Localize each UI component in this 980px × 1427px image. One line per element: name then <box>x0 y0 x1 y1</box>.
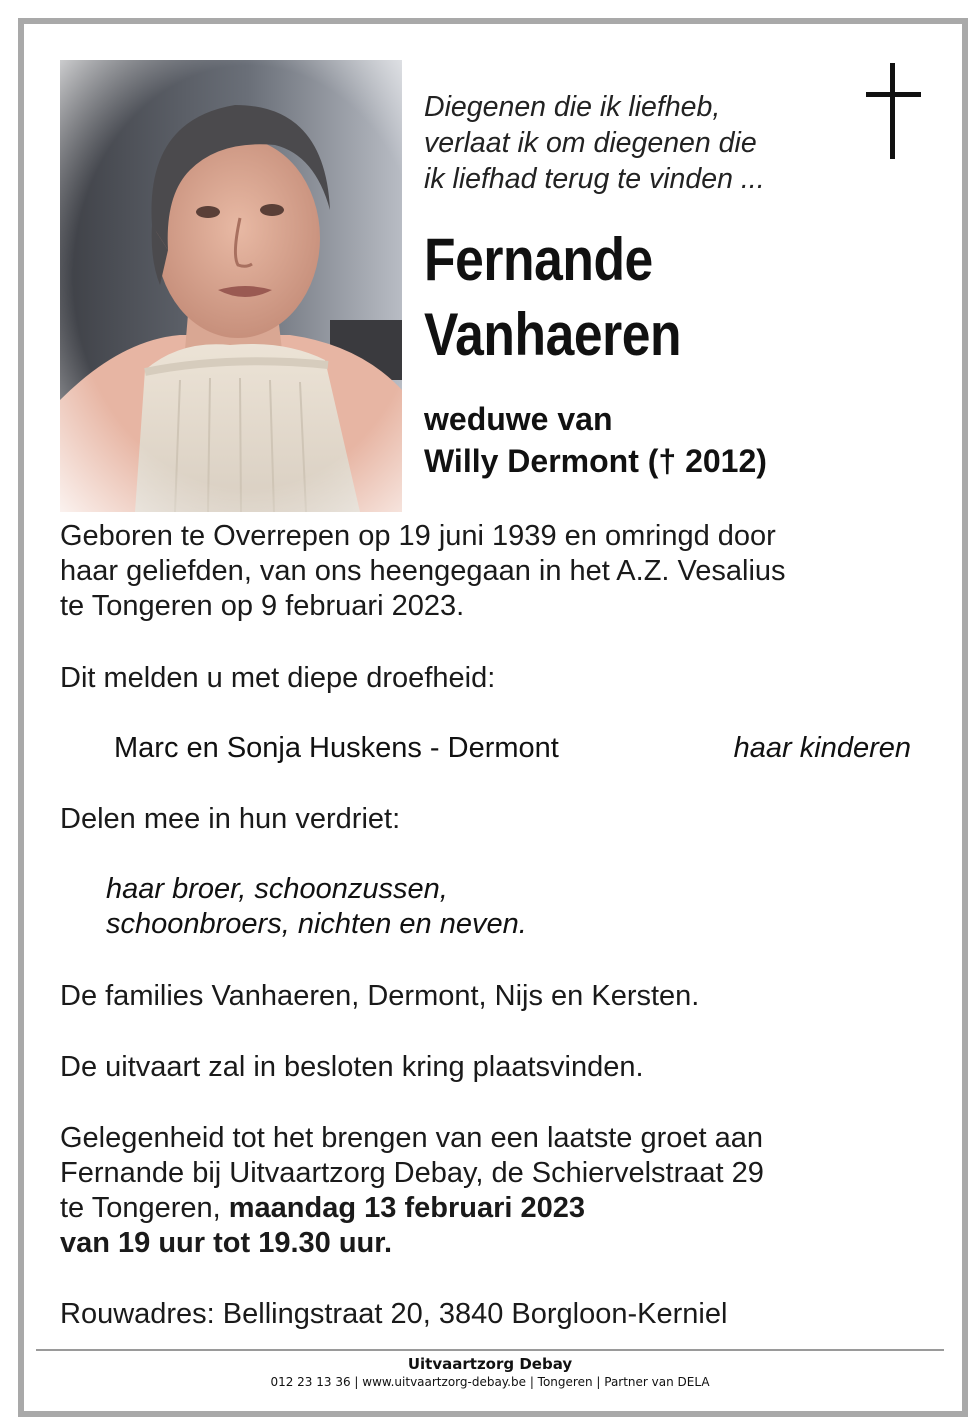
funeral-home-name: Uitvaartzorg Debay <box>407 1355 573 1373</box>
widow-label: weduwe van <box>424 401 613 437</box>
funeral-home-details: 012 23 13 36 | www.uitvaartzorg-debay.be | Tongeren | Partner van DELA <box>270 1375 710 1389</box>
greeting-paragraph <box>60 1121 764 1261</box>
text-line: te Tongeren op 9 februari 2023. <box>60 590 465 622</box>
text-line: Gelegenheid tot het brengen van een laatste groet aan <box>60 1122 763 1154</box>
latin-cross-icon <box>866 63 921 159</box>
text-line: Geboren te Overrepen op 19 juni 1939 en omringd door <box>60 520 776 552</box>
visit-time: van 19 uur tot 19.30 uur. <box>60 1227 392 1259</box>
quote-line: Diegenen die ik liefheb, <box>424 91 721 123</box>
last-name: Vanhaeren <box>424 301 682 368</box>
text-line: haar broer, schoonzussen, <box>106 873 448 905</box>
children-role: haar kinderen <box>733 732 911 764</box>
families-paragraph: De families Vanhaeren, Dermont, Nijs en Kersten. <box>60 980 700 1012</box>
family-list <box>106 872 527 942</box>
text-line <box>60 1226 764 1261</box>
text-line: Fernande bij Uitvaartzorg Debay, de Schiervelstraat 29 <box>60 1157 764 1189</box>
announce-paragraph: Dit melden u met diepe droefheid: <box>60 662 496 694</box>
memorial-quote <box>424 89 765 197</box>
spouse-name: Willy Dermont († 2012) <box>424 443 767 479</box>
birth-death-paragraph <box>60 519 786 624</box>
text-line <box>60 1191 764 1226</box>
children-names: Marc en Sonja Huskens - Dermont <box>114 732 559 764</box>
widow-of <box>424 398 767 482</box>
mourning-address: Rouwadres: Bellingstraat 20, 3840 Borgloon-Kerniel <box>60 1298 728 1330</box>
share-paragraph: Delen mee in hun verdriet: <box>60 803 401 835</box>
portrait-photo <box>60 60 402 512</box>
quote-line: verlaat ik om diegenen die <box>424 127 757 159</box>
footer <box>0 1355 980 1391</box>
text-span: te Tongeren, <box>60 1192 229 1224</box>
deceased-name <box>424 222 681 372</box>
quote-line: ik liefhad terug te vinden ... <box>424 163 765 195</box>
visit-date: maandag 13 februari 2023 <box>228 1192 585 1224</box>
footer-divider <box>36 1349 944 1351</box>
text-line: haar geliefden, van ons heengegaan in het A.Z. Vesalius <box>60 555 786 587</box>
text-line: schoonbroers, nichten en neven. <box>106 908 527 940</box>
first-name: Fernande <box>424 226 653 293</box>
funeral-paragraph: De uitvaart zal in besloten kring plaatsvinden. <box>60 1051 644 1083</box>
